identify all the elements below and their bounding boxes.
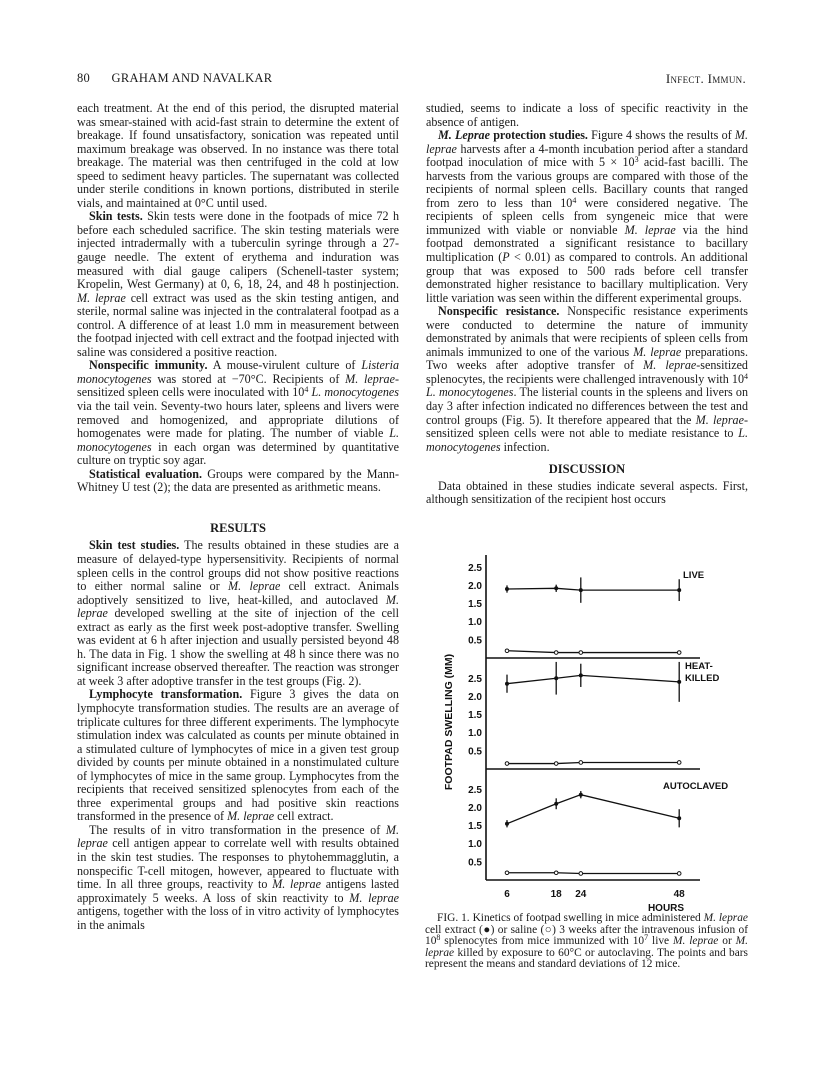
y-tick-label: 2.0 xyxy=(468,691,482,703)
paragraph xyxy=(426,102,748,129)
data-point-filled xyxy=(554,676,558,680)
text-run: cell extract was used as the skin testing antigen, and sterile, normal saline was injected in the contralateral footpad as a control. A difference of at least 1.0 mm in measurement between the footpad injected with cell extract and the footpad injected with saline was considered a positive reaction. xyxy=(77,290,399,359)
journal-name: Infect. Immun. xyxy=(665,71,746,86)
text-run: M. leprae xyxy=(633,344,682,359)
x-tick-label: 48 xyxy=(673,889,685,900)
text-run: A mouse-virulent culture of xyxy=(207,358,362,373)
series-line xyxy=(507,873,679,874)
paragraph xyxy=(77,688,399,823)
text-run: 8 xyxy=(436,933,441,943)
series-line xyxy=(507,651,679,653)
text-run: The results of in vitro transformation in the presence of xyxy=(89,822,386,837)
panel-label: HEAT- xyxy=(685,661,713,672)
y-tick-label: 1.0 xyxy=(468,617,482,629)
series-line xyxy=(507,675,679,683)
text-run: in each organ was determined by quantitative culture on tryptic soy agar. xyxy=(77,439,399,468)
x-tick-label: 18 xyxy=(550,889,562,900)
text-run: developed swelling at the site of injection of the cell extract as early as the first week post-adoptive transfer. Swelling was evident at 6 h after injection and usually persisted beyond 48 h. The data in Fig. 1 show the swelling at 48 h since there was no significant increase observed thereafter. The reaction was stronger at week 3 after adoptive transfer in the test groups (Fig. 2). xyxy=(77,606,399,688)
paragraph-heading: Nonspecific resistance. xyxy=(438,304,560,319)
y-tick-label: 2.0 xyxy=(468,580,482,592)
text-run: cell antigen appear to correlate well with results obtained in the skin test studies. The responses to phytohemmagglutin, a nonspecific T-cell mitogen, however, appeared to fluctuate with time. In all three groups, reactivity to xyxy=(77,836,399,892)
text-run: live xyxy=(648,935,674,948)
paragraph xyxy=(77,468,399,495)
text-run: antigens lasted approximately 5 weeks. A loss of skin reactivity to xyxy=(77,877,400,905)
text-run: each treatment. At the end of this period, the disrupted material was smear-stained with acid-fast strain to determine the extent of breakage. If found unsatisfactory, sonication was repeated until maximum breakage was observed. In no instance was there total breakage. The material was then centrifuged in the cold at low speed to sediment heavy particles. The supernatant was collected under sterile conditions in known portions, distributed in sterile vials, and maintained at 0°C until used. xyxy=(77,101,399,210)
text-run: cell extract. xyxy=(274,809,334,824)
y-tick-label: 0.5 xyxy=(468,746,482,758)
data-point-open xyxy=(505,871,509,875)
data-point-open xyxy=(505,762,509,766)
data-point-open xyxy=(579,651,583,655)
figure-1 xyxy=(420,545,750,915)
paragraph xyxy=(77,210,399,359)
text-run: Skin tests were done in the footpads of mice 72 h before each scheduled sacrifice. The skin testing materials were injected intradermally with a tuberculin syringe through a 27-gauge needle. The extent of erythema and induration was measured with dial gauge calipers (Schenell-taster system; Kropelin, West Germany) at 0, 6, 18, 24, and 48 h postinjection. xyxy=(77,209,399,292)
text-run: M. leprae xyxy=(77,822,399,851)
text-run: Figure 4 shows the results of xyxy=(587,128,735,143)
text-run: cell extract. Animals adoptively sensitized to live, heat-killed, and autoclaved xyxy=(77,579,399,607)
text-run: The results obtained in these studies are a measure of delayed-type hypersensitivity. Recipients of normal spleen cells in the control groups did not show positive reactions to either normal saline or xyxy=(77,538,399,594)
y-tick-label: 1.5 xyxy=(468,710,482,722)
text-run: M. leprae xyxy=(673,935,719,948)
y-tick-label: 1.0 xyxy=(468,839,482,851)
text-run: < 0.01) as compared to controls. An additional group that was exposed to 500 rads before cell transfer demonstrated higher resistance to bacillary multiplication. Very little variation was seen within the different experimental groups. xyxy=(426,250,749,305)
data-point-filled xyxy=(505,587,509,591)
series-line xyxy=(507,588,679,590)
section-heading: DISCUSSION xyxy=(548,462,626,477)
text-run: 4 xyxy=(304,385,309,395)
paragraph xyxy=(77,102,399,210)
text-run: Listeria monocytogenes xyxy=(77,358,399,386)
data-point-filled xyxy=(579,588,583,592)
text-run: L. monocytogenes xyxy=(311,385,399,400)
paragraph xyxy=(77,539,399,688)
text-run: M. leprae xyxy=(703,912,748,924)
data-point-open xyxy=(554,651,558,655)
text-run: -sensitized spleen cells were not able to mediate resistance to xyxy=(426,412,748,441)
text-run: was stored at −70°C. Recipients of xyxy=(151,371,346,386)
paragraph xyxy=(426,305,748,454)
paragraph-heading: Skin tests. xyxy=(89,209,143,224)
x-tick-label: 6 xyxy=(504,889,510,900)
data-point-filled xyxy=(677,680,681,684)
paragraph-heading: Nonspecific immunity. xyxy=(89,358,208,373)
data-point-open xyxy=(505,649,509,653)
series-line xyxy=(507,795,679,824)
y-tick-label: 1.0 xyxy=(468,728,482,740)
left-column xyxy=(77,102,399,932)
data-point-open xyxy=(554,871,558,875)
text-run: or xyxy=(718,935,736,948)
right-column xyxy=(426,102,748,507)
text-run: M. leprae xyxy=(624,222,676,237)
x-axis-label: HOURS xyxy=(647,903,685,914)
data-point-open xyxy=(677,651,681,655)
text-run: M. leprae xyxy=(228,579,281,594)
text-run: -sensitized splenocytes, the recipients were challenged intravenously with 10 xyxy=(426,358,748,386)
text-run: L. monocytogenes xyxy=(77,426,399,454)
footpad-swelling-chart xyxy=(420,545,750,915)
text-run: splenocytes from mice immunized with 10 xyxy=(440,935,645,948)
figure-caption xyxy=(425,913,748,971)
page-number: 80 xyxy=(77,71,91,85)
paragraph xyxy=(426,480,748,507)
text-run: Nonspecific resistance experiments were conducted to determine the nature of immunity demonstrated by animals that were recipients of spleen cells from animals immunized to one of the various xyxy=(426,304,748,359)
text-run: 3 xyxy=(634,155,639,165)
text-run: Figure 3 gives the data on lymphocyte transformation studies. The results are an average of triplicate cultures for three different experiments. The lymphocyte stimulation index was calculated as counts per minute obtained in a stimulated culture of lymphocytes of mice in a given test group divided by counts per minute obtained in a nonstimulated culture of lymphocytes of mice in the same group. Lymphocytes from the recipients that received sensitized splenocytes from each of the three experimental groups and had positive skin reactions transformed in the presence of xyxy=(77,687,399,824)
text-run: M. leprae xyxy=(77,592,399,621)
text-run: via the tail vein. Seventy-two hours later, spleens and livers were removed and homogenized, and appropriate dilutions of homogenates were made for plating. The number of viable xyxy=(77,399,399,441)
text-run: 7 xyxy=(644,933,649,943)
data-point-filled xyxy=(505,822,509,826)
text-run: M. leprae xyxy=(643,358,697,373)
paragraph-heading: Skin test studies. xyxy=(89,538,180,553)
text-run: L. monocytogenes xyxy=(426,426,748,454)
text-run: were considered negative. The recipients of spleen cells from syngeneic mice that were immunized with viable or nonviable xyxy=(426,195,749,237)
text-run: M. leprae xyxy=(695,412,744,427)
text-run: . The listerial counts in the spleens and livers on day 3 after infection indicated no differences between the test and control groups (Fig. 5). It therefore appeared that the xyxy=(426,385,749,427)
text-run: 4 xyxy=(744,371,748,381)
data-point-filled xyxy=(579,673,583,677)
text-run: via the hind footpad demonstrated a significant resistance to bacillary multiplication ( xyxy=(426,222,748,265)
y-tick-label: 2.0 xyxy=(468,802,482,814)
text-run: M. leprae xyxy=(77,290,126,305)
y-tick-label: 2.5 xyxy=(468,562,482,574)
panel-label: LIVE xyxy=(683,570,705,581)
text-run: Data obtained in these studies indicate several aspects. First, although sensitization of the recipient host occurs xyxy=(426,478,748,507)
data-point-filled xyxy=(554,802,558,806)
text-run: -sensitized spleen cells were inoculated with 10 xyxy=(77,371,399,400)
text-run: M. leprae xyxy=(345,371,395,386)
text-run: antigens, together with the loss of in vitro activity of lymphocytes in the animals xyxy=(77,904,399,932)
x-tick-label: 24 xyxy=(575,889,587,900)
panel-label: AUTOCLAVED xyxy=(663,781,729,792)
text-run: Groups were compared by the Mann-Whitney U test (2); the data are presented as arithmetic means. xyxy=(77,466,399,495)
text-run: cell extract (●) or saline (○) 3 weeks after the intravenous infusion of 10 xyxy=(425,923,748,948)
panel-label: KILLED xyxy=(685,673,720,684)
data-point-open xyxy=(579,872,583,876)
y-tick-label: 0.5 xyxy=(468,857,482,869)
authors: GRAHAM AND NAVALKAR xyxy=(111,71,273,85)
text-run: M. leprae xyxy=(272,877,321,892)
running-header xyxy=(77,71,272,86)
paragraph xyxy=(426,129,748,305)
paragraph xyxy=(77,824,399,932)
text-run: 4 xyxy=(572,195,577,205)
section-heading: RESULTS xyxy=(210,520,266,535)
text-run: M. leprae xyxy=(349,890,399,905)
text-run: studied, seems to indicate a loss of specific reactivity in the absence of antigen. xyxy=(426,101,748,129)
text-run: acid-fast bacilli. The harvests from the various groups are compared with those of the recipients of normal spleen cells. Bacillary counts that ranged from zero to less than 10 xyxy=(426,155,748,210)
data-point-open xyxy=(677,872,681,876)
y-tick-label: 1.5 xyxy=(468,599,482,611)
data-point-open xyxy=(677,761,681,765)
y-tick-label: 0.5 xyxy=(468,635,482,647)
paragraph-heading: Lymphocyte transformation. xyxy=(89,687,243,702)
y-tick-label: 2.5 xyxy=(468,784,482,796)
text-run: preparations. Two weeks after adoptive transfer of xyxy=(426,344,748,373)
text-run: harvests after a 4-month incubation period after a standard footpad inoculation of mice with 5 × 10 xyxy=(426,141,748,170)
data-point-open xyxy=(579,761,583,765)
paragraph-heading: protection studies. xyxy=(489,128,588,143)
data-point-filled xyxy=(677,588,681,592)
paragraph-heading: M. Leprae xyxy=(438,128,490,143)
data-point-open xyxy=(554,762,558,766)
text-run: infection. xyxy=(500,439,550,454)
series-line xyxy=(507,762,679,763)
data-point-filled xyxy=(554,586,558,590)
data-point-filled xyxy=(579,793,583,797)
data-point-filled xyxy=(677,816,681,820)
paragraph xyxy=(77,359,399,467)
data-point-filled xyxy=(505,682,509,686)
y-tick-label: 1.5 xyxy=(468,821,482,833)
text-run: M. leprae xyxy=(426,128,748,156)
text-run: killed by exposure to 60°C or autoclaving. The points and bars represent the means and standard deviations of 12 mice. xyxy=(425,946,748,971)
y-tick-label: 2.5 xyxy=(468,673,482,685)
paragraph-heading: Statistical evaluation. xyxy=(89,466,203,481)
text-run: FIG. 1. Kinetics of footpad swelling in mice administered xyxy=(437,912,704,924)
text-run: L. monocytogenes xyxy=(426,385,514,400)
text-run: P xyxy=(502,250,510,265)
text-run: M. leprae xyxy=(425,935,748,959)
text-run: M. leprae xyxy=(227,809,275,824)
y-axis-label: FOOTPAD SWELLING (MM) xyxy=(443,653,455,791)
